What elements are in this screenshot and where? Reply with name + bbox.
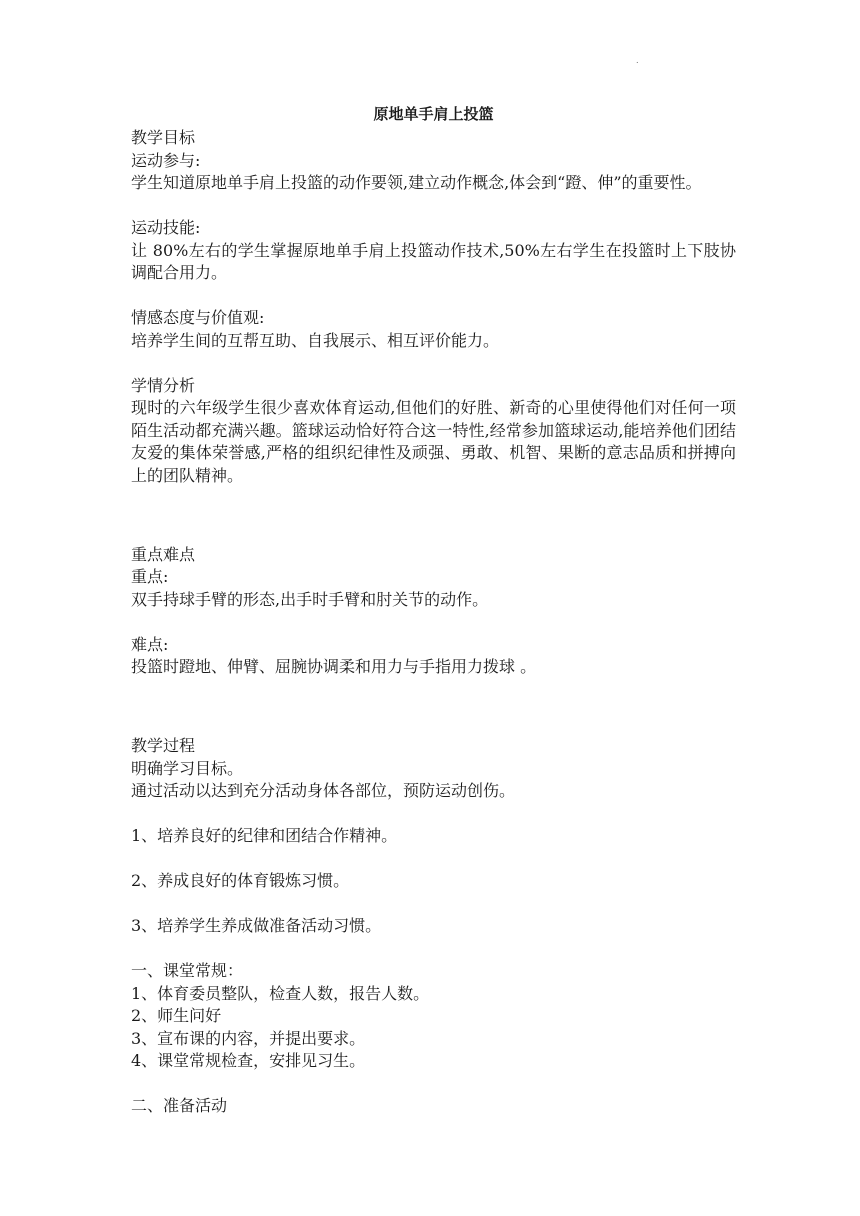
section-heading-objectives: 教学目标 bbox=[131, 128, 196, 147]
subheading-key: 重点: bbox=[131, 567, 169, 586]
paragraph-key: 双手持球手臂的形态,出手时手臂和肘关节的动作。 bbox=[131, 589, 489, 609]
routine-item-1: 1、体育委员整队，检查人数，报告人数。 bbox=[131, 983, 430, 1003]
spacer bbox=[131, 803, 736, 826]
process-line-1: 明确学习目标。 bbox=[131, 758, 244, 778]
spacer bbox=[131, 1073, 736, 1096]
spacer bbox=[131, 285, 736, 308]
spacer bbox=[131, 487, 736, 521]
section-heading-routine: 一、课堂常规： bbox=[131, 961, 244, 980]
spacer bbox=[131, 195, 736, 218]
process-item-2: 2、养成良好的体育锻炼习惯。 bbox=[131, 871, 350, 890]
process-item-3: 3、培养学生养成做准备活动习惯。 bbox=[131, 916, 382, 935]
paragraph-participation: 学生知道原地单手肩上投篮的动作要领,建立动作概念,体会到“蹬、伸”的重要性。 bbox=[131, 173, 702, 192]
subheading-skills: 运动技能: bbox=[131, 218, 201, 237]
spacer bbox=[131, 713, 736, 736]
spacer bbox=[131, 938, 736, 961]
paragraph-skills: 让 80%左右的学生掌握原地单手肩上投篮动作技术,50%左右学生在投篮时上下肢协调配合用力。 bbox=[131, 240, 736, 282]
spacer bbox=[131, 848, 736, 871]
paragraph-difficulty: 投篮时蹬地、伸臂、屈腕协调柔和用力与手指用力拨球 。 bbox=[131, 657, 537, 676]
subheading-values: 情感态度与价值观: bbox=[131, 308, 265, 327]
spacer bbox=[131, 521, 736, 544]
spacer bbox=[131, 893, 736, 916]
section-heading-process: 教学过程 bbox=[131, 736, 196, 755]
paragraph-values: 培养学生间的互帮互助、自我展示、相互评价能力。 bbox=[131, 330, 500, 350]
section-heading-warmup: 二、准备活动 bbox=[131, 1096, 228, 1115]
spacer bbox=[131, 352, 736, 375]
document-title: 原地单手肩上投篮 bbox=[373, 105, 494, 123]
routine-item-2: 2、师生问好 bbox=[131, 1006, 222, 1025]
routine-item-4: 4、课堂常规检查，安排见习生。 bbox=[131, 1051, 366, 1070]
spacer bbox=[131, 679, 736, 713]
paragraph-analysis: 现时的六年级学生很少喜欢体育运动,但他们的好胜、新奇的心里使得他们对任何一项陌生活动都充满兴趣。篮球运动恰好符合这一特性,经常参加篮球运动,能培养他们团结友爱的集体荣誉感,严格的组织纪律性及顽强、勇敢、机智、果断的意志品质和拼搏向上的团队精神。 bbox=[131, 398, 736, 485]
process-item-1: 1、培养良好的纪律和团结合作精神。 bbox=[131, 826, 398, 845]
spacer bbox=[131, 611, 736, 634]
header-mark: . bbox=[636, 56, 639, 65]
process-line-2: 通过活动以达到充分活动身体各部位，预防运动创伤。 bbox=[131, 781, 516, 800]
subheading-participation: 运动参与: bbox=[131, 150, 201, 170]
document-body bbox=[131, 103, 736, 1118]
section-heading-analysis: 学情分析 bbox=[131, 375, 196, 395]
subheading-difficulty: 难点: bbox=[131, 634, 169, 654]
routine-item-3: 3、宣布课的内容，并提出要求。 bbox=[131, 1028, 366, 1048]
section-heading-key-points: 重点难点 bbox=[131, 544, 196, 564]
